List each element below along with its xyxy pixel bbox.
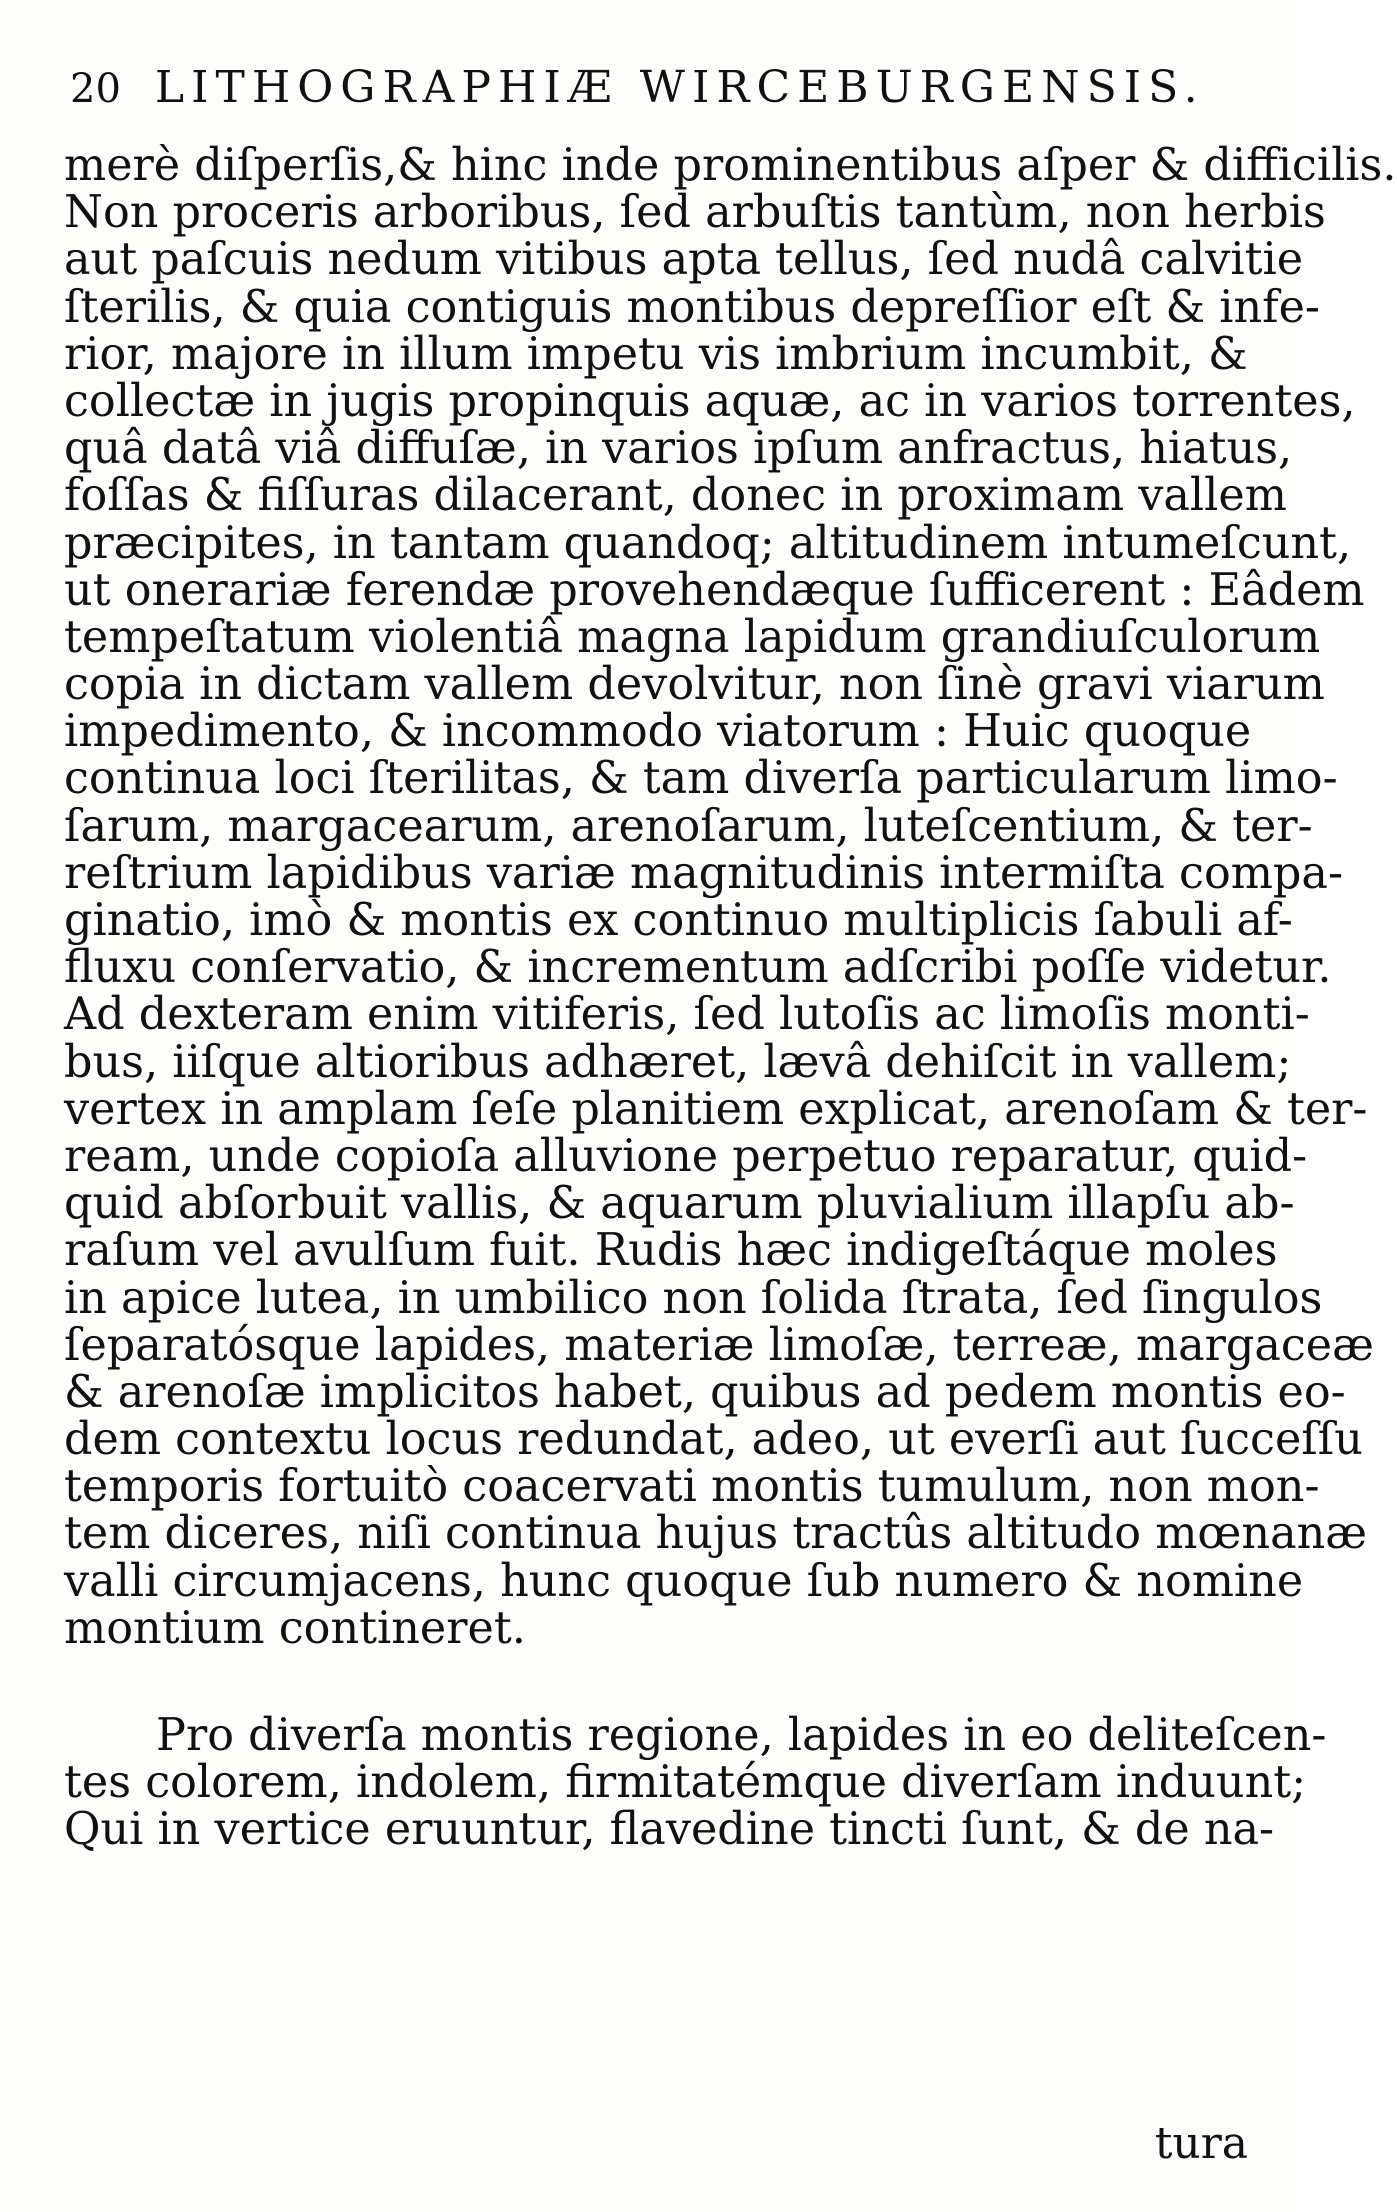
text-line: aut paſcuis nedum vitibus apta tellus, ſed nudâ calvitie [64, 234, 1304, 286]
text-line: quid abſorbuit vallis, & aquarum pluvialium illapſu ab- [64, 1178, 1295, 1230]
text-line: copia in dictam vallem devolvitur, non ſinè gravi viarum [64, 659, 1325, 711]
text-line: raſum vel avulſum fuit. Rudis hæc indigeſtáque moles [64, 1225, 1278, 1277]
running-title: LITHOGRAPHIÆ WIRCEBURGENSIS. [154, 62, 1205, 113]
text-line: merè diſperſis,& hinc inde prominentibus aſper & difficilis. [64, 140, 1397, 191]
paragraph-2 [64, 1710, 1327, 1856]
text-line: impedimento, & incommodo viatorum : Huic quoque [64, 706, 1252, 758]
text-line: bus, iiſque altioribus adhæret, lævâ dehiſcit in vallem; [64, 1036, 1292, 1088]
text-line: montium contineret. [64, 1602, 526, 1654]
text-line: ginatio, imò & montis ex continuo multiplicis ſabuli af- [64, 895, 1293, 946]
text-line: præcipites, in tantam quandoq; altitudinem intumeſcunt, [64, 517, 1352, 569]
text-line: tes colorem, indolem, firmitatémque diverſam induunt; [64, 1757, 1307, 1809]
text-line: continua loci ſterilitas, & tam diverſa particularum limo- [64, 753, 1338, 805]
text-line: valli circumjacens, hunc quoque ſub numero & nomine [64, 1555, 1304, 1607]
text-line: ſarum, margacearum, arenoſarum, luteſcentium, & ter- [64, 800, 1313, 852]
text-line: ream, unde copioſa alluvione perpetuo reparatur, quid- [64, 1130, 1308, 1182]
text-line: in apice lutea, in umbilico non ſolida ſtrata, ſed ſingulos [64, 1272, 1323, 1324]
text-line: foſſas & fiſſuras dilacerant, donec in proximam vallem [64, 470, 1287, 522]
page-number: 20 [70, 66, 121, 112]
text-line: quâ datâ viâ diffuſæ, in varios ipſum anfractus, hiatus, [64, 423, 1293, 475]
text-line: tem diceres, niſi continua hujus tractûs altitudo mœnanæ [64, 1508, 1368, 1560]
text-line: dem contextu locus redundat, adeo, ut everſi aut ſucceſſu [64, 1414, 1363, 1466]
text-line: Pro diverſa montis regione, lapides in eo deliteſcen- [156, 1710, 1327, 1761]
text-line: & arenoſæ implicitos habet, quibus ad pedem montis eo- [64, 1366, 1346, 1418]
text-line: fluxu conſervatio, & incrementum adſcribi poſſe videtur. [64, 942, 1332, 994]
text-line: Non proceris arboribus, ſed arbuſtis tantùm, non herbis [64, 187, 1326, 239]
text-line: tempeſtatum violentiâ magna lapidum grandiuſculorum [64, 611, 1321, 663]
text-line: vertex in amplam ſeſe planitiem explicat, arenoſam & ter- [64, 1083, 1368, 1135]
paragraph-1 [64, 140, 1397, 1654]
body-text [64, 140, 1397, 1856]
page-header [70, 62, 1205, 132]
text-line: collectæ in jugis propinquis aquæ, ac in varios torrentes, [64, 375, 1356, 427]
text-line: Ad dexteram enim vitiferis, ſed lutoſis ac limoſis monti- [64, 989, 1310, 1041]
text-line: ſeparatósque lapides, materiæ limoſæ, terreæ, margaceæ [64, 1319, 1374, 1371]
text-line: temporis fortuitò coacervati montis tumulum, non mon- [64, 1461, 1320, 1513]
text-line: ut onerariæ ferendæ provehendæque ſufficerent : Eâdem [64, 564, 1365, 616]
text-line: ſterilis, & quia contiguis montibus depreſſior eſt & infe- [64, 281, 1320, 333]
text-line: Qui in vertice eruuntur, flavedine tincti ſunt, & de na- [64, 1804, 1275, 1856]
text-line: rior, majore in illum impetu vis imbrium incumbit, & [64, 328, 1248, 380]
catchword: tura [1154, 2118, 1248, 2169]
text-line: reſtrium lapidibus variæ magnitudinis intermiſta compa- [64, 847, 1343, 899]
paragraph-gap [64, 1652, 1244, 1712]
